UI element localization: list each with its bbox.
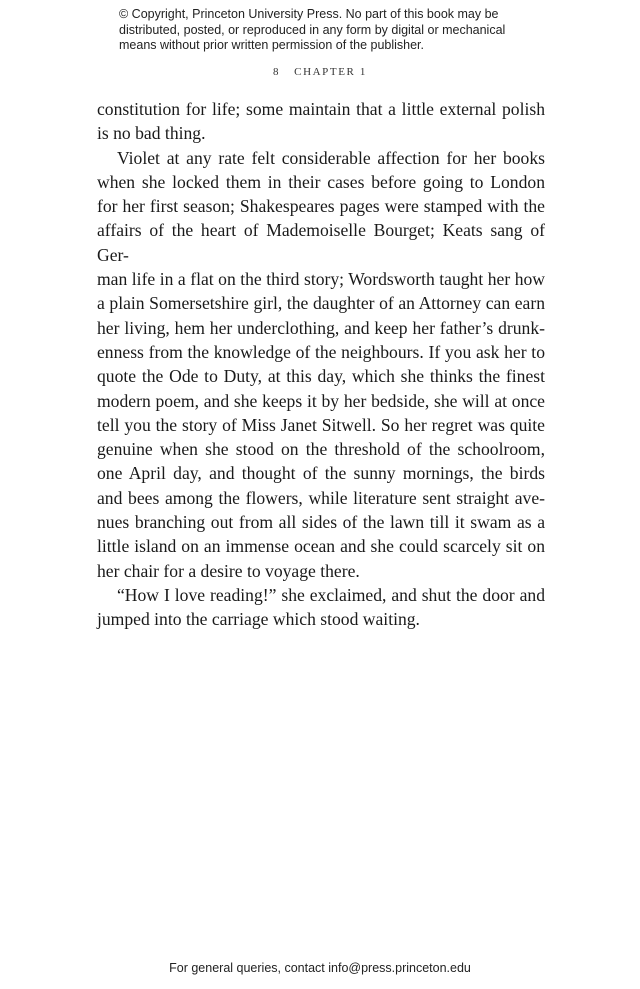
text-line: nues branching out from all sides of the lawn till it swam as a (97, 512, 545, 533)
text-line: her chair for a desire to voyage there. (97, 560, 360, 581)
text-line: is no bad thing. (97, 123, 206, 144)
text-line: jumped into the carriage which stood waiting. (97, 609, 420, 630)
text-line: constitution for life; some maintain that a little external polish (97, 99, 545, 119)
text-line: a plain Somersetshire girl, the daughter of an Attorney can earn (97, 293, 545, 314)
text-line: genuine when she stood on the threshold of the schoolroom, (97, 439, 545, 460)
copyright-line: means without prior written permission of the publisher. (119, 38, 425, 52)
text-line: for her first season; Shakespeares pages were stamped with the (97, 196, 545, 217)
text-line: “How I love reading!” she exclaimed, and shut the door and (117, 584, 545, 605)
text-line: little island on an immense ocean and she could scarcely sit on (97, 536, 545, 557)
text-line: modern poem, and she keeps it by her bedside, she will at once (97, 390, 545, 411)
body-text (97, 97, 545, 632)
text-line: Violet at any rate felt considerable affection for her books (117, 147, 545, 168)
copyright-notice (119, 7, 539, 54)
text-line: affairs of the heart of Mademoiselle Bourget; Keats sang of Ger- (97, 220, 545, 265)
copyright-line: © Copyright, Princeton University Press. No part of this book may be (119, 7, 499, 21)
text-line: and bees among the flowers, while literature sent straight ave- (97, 487, 545, 508)
text-line: when she locked them in their cases before going to London (97, 171, 545, 192)
copyright-line: distributed, posted, or reproduced in any form by digital or mechanical (119, 22, 506, 37)
chapter-label: CHAPTER 1 (294, 66, 367, 78)
text-line: quote the Ode to Duty, at this day, which she thinks the finest (97, 366, 545, 387)
text-line: her living, hem her underclothing, and keep her father’s drunk- (97, 317, 545, 338)
text-line: man life in a flat on the third story; Wordsworth taught her how (97, 269, 545, 290)
running-head (0, 66, 640, 78)
footer-contact: For general queries, contact info@press.princeton.edu (169, 961, 471, 975)
text-line: tell you the story of Miss Janet Sitwell. So her regret was quite (97, 414, 545, 435)
text-line: one April day, and thought of the sunny mornings, the birds (97, 463, 545, 484)
text-line: enness from the knowledge of the neighbours. If you ask her to (97, 341, 545, 362)
page-number: 8 (273, 66, 281, 78)
